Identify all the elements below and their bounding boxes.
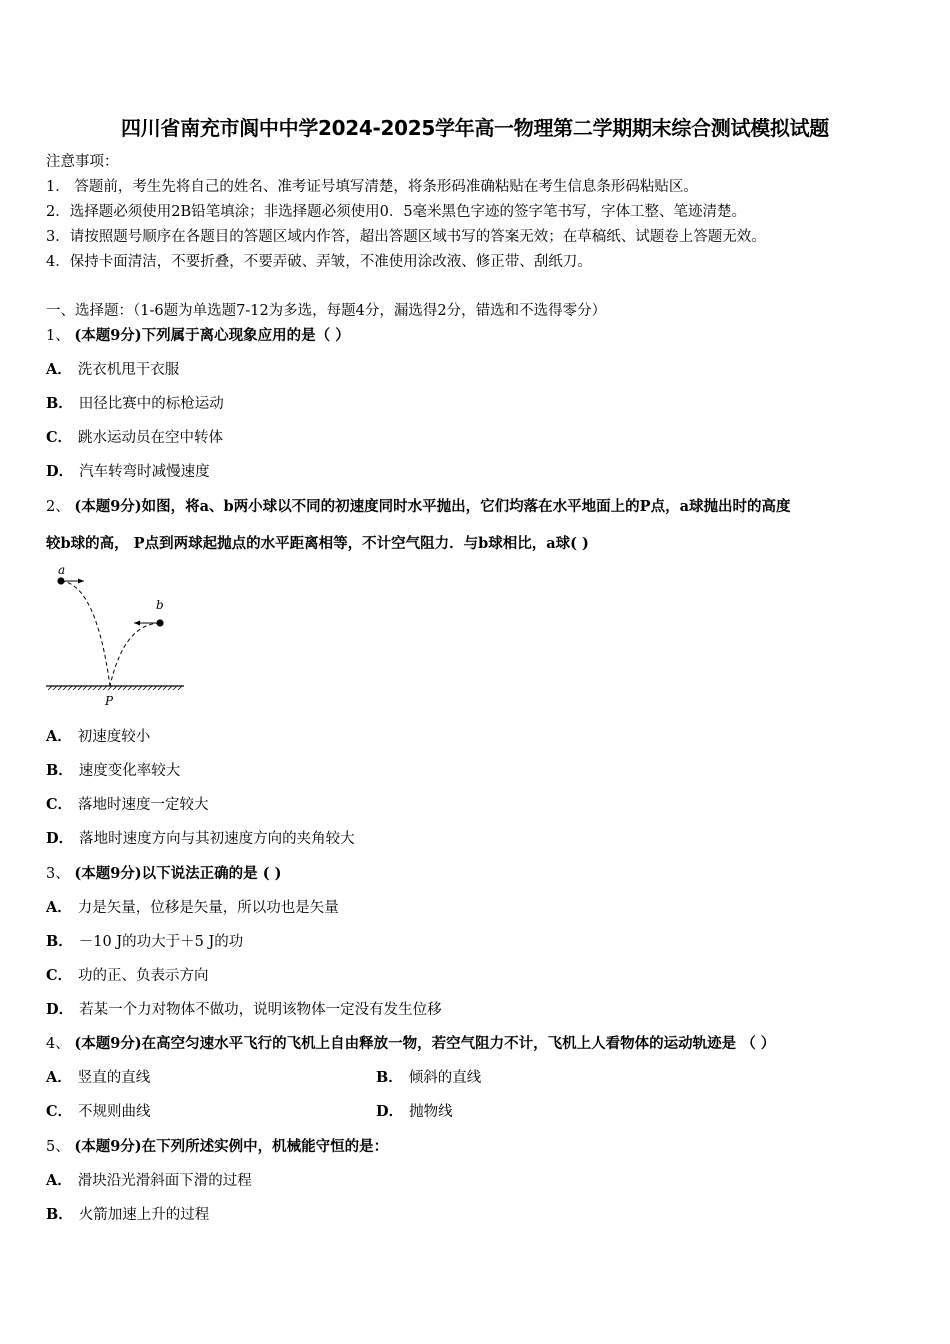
option-text: 倾斜的直线: [408, 1070, 482, 1086]
label-a: a: [58, 563, 66, 577]
notice-item-4: 4．保持卡面清洁，不要折叠，不要弄破、弄皱，不准使用涂改液、修正带、刮纸刀。: [46, 254, 592, 270]
notice-heading: 注意事项：: [46, 154, 119, 170]
option-label: C．: [46, 1103, 73, 1120]
q2-option-c: [46, 795, 209, 815]
question-stem: (本题9分)下列属于离心现象应用的是（ ）: [74, 327, 350, 344]
option-text: 落地时速度一定较大: [78, 797, 209, 813]
question-number: 5、: [46, 1139, 70, 1155]
q3-option-a: [46, 898, 339, 918]
option-text: 功的正、负表示方向: [78, 968, 209, 984]
option-text: 竖直的直线: [77, 1070, 151, 1086]
notice-item-2: 2．选择题必须使用2B铅笔填涂；非选择题必须使用0．5毫米黑色字迹的签字笔书写，字体工整、笔迹清楚。: [46, 204, 747, 220]
option-label: B．: [376, 1069, 403, 1086]
q3-option-d: [46, 1000, 442, 1020]
trajectory-b: [110, 623, 160, 686]
option-text: 汽车转弯时减慢速度: [79, 464, 210, 480]
q1-option-c: [46, 428, 223, 448]
question-stem: (本题9分)在高空匀速水平飞行的飞机上自由释放一物，若空气阻力不计，飞机上人看物体的运动轨迹是 （ ）: [74, 1035, 776, 1052]
option-label: A．: [46, 1172, 72, 1189]
q1-option-a: [46, 360, 179, 380]
q2-option-b: [46, 761, 180, 781]
question-1: [46, 326, 350, 346]
question-3: [46, 864, 281, 884]
option-label: A．: [46, 1069, 72, 1086]
option-label: A．: [46, 899, 72, 916]
option-label: B．: [46, 395, 73, 412]
option-text: 火箭加速上升的过程: [78, 1207, 210, 1223]
notice-item-3: 3．请按照题号顺序在各题目的答题区域内作答，超出答题区域书写的答案无效；在草稿纸、试题卷上答题无效。: [46, 229, 766, 245]
question-stem-line-1: (本题9分)如图，将a、b两小球以不同的初速度同时水平抛出，它们均落在水平地面上的P点，a球抛出时的高度: [74, 498, 791, 515]
option-label: C．: [46, 967, 73, 984]
q5-option-b: [46, 1205, 209, 1225]
question-number: 3、: [46, 866, 70, 882]
question-stem-line-2: 较b球的高， P点到两球起抛点的水平距离相等，不计空气阻力．与b球相比，a球( ): [46, 535, 589, 552]
q4-option-b: [376, 1068, 481, 1088]
notice-item-1: 1． 答题前，考生先将自己的姓名、准考证号填写清楚，将条形码准确粘贴在考生信息条形码粘贴区。: [46, 179, 698, 195]
question-4: [46, 1034, 775, 1054]
option-text: 田径比赛中的标枪运动: [78, 396, 224, 412]
q2-option-d: [46, 829, 355, 849]
option-label: B．: [46, 1206, 73, 1223]
page-title: 四川省南充市阆中中学2024-2025学年高一物理第二学期期末综合测试模拟试题: [121, 116, 829, 140]
question-number: 4、: [46, 1036, 70, 1052]
arrow-a-head: [78, 579, 84, 584]
q4-option-c: [46, 1102, 151, 1122]
arrow-b-head: [134, 621, 140, 626]
q4-option-a: [46, 1068, 150, 1088]
option-text: 抛物线: [409, 1104, 453, 1120]
option-text: 力是矢量，位移是矢量，所以功也是矢量: [77, 900, 339, 916]
label-p: P: [105, 694, 114, 708]
option-text: 落地时速度方向与其初速度方向的夹角较大: [79, 831, 355, 847]
option-text: 速度变化率较大: [78, 763, 181, 779]
option-text: 若某一个力对物体不做功，说明该物体一定没有发生位移: [79, 1002, 442, 1018]
q4-option-d: [376, 1102, 453, 1122]
option-label: A．: [46, 361, 72, 378]
question-2: [46, 497, 790, 517]
option-label: D．: [46, 1001, 74, 1018]
option-text: 滑块沿光滑斜面下滑的过程: [77, 1173, 252, 1189]
section-heading: 一、选择题：（1-6题为单选题7-12为多选，每题4分，漏选得2分，错选和不选得零分）: [46, 303, 607, 319]
q5-option-a: [46, 1171, 252, 1191]
question-number: 1、: [46, 328, 70, 344]
option-label: B．: [46, 933, 73, 950]
question-stem: (本题9分)在下列所述实例中，机械能守恒的是：: [74, 1138, 389, 1155]
option-label: C．: [46, 429, 73, 446]
q2-option-a: [46, 727, 150, 747]
projectile-figure: [44, 562, 189, 712]
question-5: [46, 1137, 388, 1157]
question-number: 2、: [46, 499, 70, 515]
option-label: D．: [46, 830, 74, 847]
option-text: 初速度较小: [77, 729, 151, 745]
q1-option-d: [46, 462, 210, 482]
q1-option-b: [46, 394, 224, 414]
option-text: 洗衣机甩干衣服: [77, 362, 180, 378]
option-label: B．: [46, 762, 73, 779]
question-stem: (本题9分)以下说法正确的是 ( ): [74, 865, 282, 882]
option-label: D．: [376, 1103, 404, 1120]
option-label: C．: [46, 796, 73, 813]
option-text: 不规则曲线: [78, 1104, 151, 1120]
q3-option-b: [46, 932, 243, 952]
option-label: A．: [46, 728, 72, 745]
option-label: D．: [46, 463, 74, 480]
trajectory-a: [61, 581, 110, 686]
option-text: －10 J的功大于＋5 J的功: [78, 934, 244, 950]
label-b: b: [156, 598, 164, 612]
option-text: 跳水运动员在空中转体: [78, 430, 224, 446]
q3-option-c: [46, 966, 209, 986]
